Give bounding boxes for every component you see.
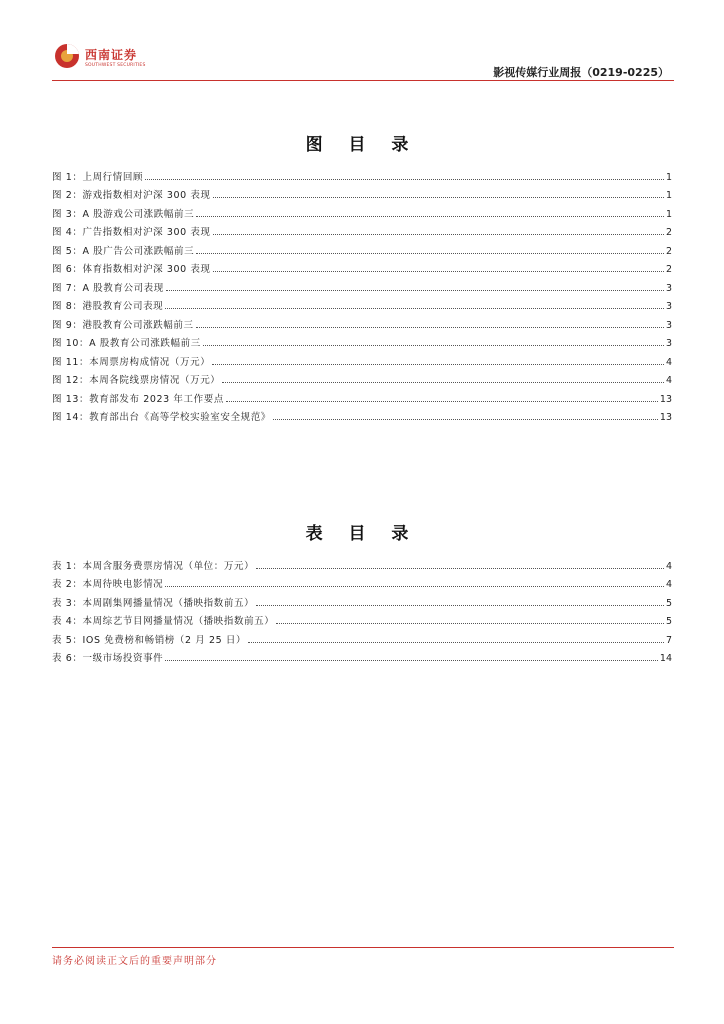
- toc-entry[interactable]: [52, 238, 672, 257]
- toc-leader-dots: [196, 216, 664, 217]
- toc-entry-label: 图 14：教育部出台《高等学校实验室安全规范》: [52, 412, 271, 423]
- footer-divider: [52, 947, 674, 948]
- toc-leader-dots: [145, 179, 664, 180]
- toc-leader-dots: [256, 605, 664, 606]
- toc-entry[interactable]: [52, 572, 672, 591]
- company-logo: [55, 44, 155, 74]
- toc-entry-label: 表 2：本周待映电影情况: [52, 579, 164, 590]
- toc-entry[interactable]: [52, 349, 672, 368]
- toc-entry[interactable]: [52, 312, 672, 331]
- toc-entry-page: 2: [665, 264, 672, 275]
- tables-toc-title: 表 目 录: [305, 524, 419, 544]
- toc-entry[interactable]: [52, 294, 672, 313]
- toc-entry-page: 5: [665, 616, 672, 627]
- toc-entry-label: 表 5：IOS 免费榜和畅销榜（2 月 25 日）: [52, 634, 247, 646]
- toc-entry-page: 4: [665, 579, 672, 590]
- page-header: [0, 0, 724, 82]
- toc-entry-page: 2: [665, 245, 672, 257]
- toc-entry[interactable]: [52, 331, 672, 350]
- toc-entry-label: 图 1：上周行情回顾: [52, 171, 144, 183]
- toc-entry[interactable]: [52, 257, 672, 276]
- toc-entry-page: 3: [665, 338, 672, 349]
- toc-leader-dots: [196, 327, 664, 328]
- toc-entry[interactable]: [52, 646, 672, 665]
- header-divider: [52, 80, 674, 81]
- toc-entry-label: 图 12：本周各院线票房情况（万元）: [52, 375, 221, 386]
- toc-entry[interactable]: [52, 627, 672, 646]
- toc-entry-label: 表 1：本周含服务费票房情况（单位：万元）: [52, 560, 255, 572]
- toc-entry-page: 1: [665, 171, 672, 183]
- toc-entry-page: 3: [665, 282, 672, 294]
- toc-entry[interactable]: [52, 275, 672, 294]
- toc-entry[interactable]: [52, 201, 672, 220]
- toc-leader-dots: [256, 568, 664, 569]
- toc-entry-label: 图 4：广告指数相对沪深 300 表现: [52, 227, 211, 238]
- toc-leader-dots: [203, 345, 664, 346]
- toc-entry-label: 图 3：A 股游戏公司涨跌幅前三: [52, 208, 195, 220]
- toc-entry-page: 13: [659, 412, 672, 423]
- toc-leader-dots: [276, 623, 664, 624]
- toc-leader-dots: [213, 271, 664, 272]
- figures-toc-title: 图 目 录: [305, 135, 419, 155]
- toc-leader-dots: [213, 197, 664, 198]
- toc-leader-dots: [212, 364, 664, 365]
- toc-entry-page: 13: [659, 393, 672, 405]
- toc-leader-dots: [196, 253, 664, 254]
- toc-entry[interactable]: [52, 368, 672, 387]
- logo-name-cn: 西南证券: [85, 48, 138, 62]
- toc-entry-label: 表 6：一级市场投资事件: [52, 653, 164, 664]
- toc-entry-page: 14: [659, 653, 672, 664]
- toc-entry-label: 图 2：游戏指数相对沪深 300 表现: [52, 190, 211, 201]
- toc-entry-page: 1: [665, 190, 672, 201]
- toc-entry-label: 表 4：本周综艺节目网播量情况（播映指数前五）: [52, 616, 275, 627]
- toc-entry[interactable]: [52, 220, 672, 239]
- toc-leader-dots: [213, 234, 664, 235]
- toc-entry[interactable]: [52, 405, 672, 424]
- footer-disclaimer: 请务必阅读正文后的重要声明部分: [52, 956, 217, 967]
- toc-entry-label: 图 6：体育指数相对沪深 300 表现: [52, 264, 211, 275]
- toc-entry-label: 图 8：港股教育公司表现: [52, 301, 164, 312]
- toc-leader-dots: [226, 401, 658, 402]
- toc-entry-page: 3: [665, 319, 672, 331]
- toc-entry-page: 5: [665, 597, 672, 609]
- toc-entry[interactable]: [52, 590, 672, 609]
- toc-leader-dots: [222, 382, 664, 383]
- toc-entry-label: 图 9：港股教育公司涨跌幅前三: [52, 319, 194, 331]
- toc-entry[interactable]: [52, 553, 672, 572]
- toc-entry[interactable]: [52, 164, 672, 183]
- toc-entry-label: 图 11：本周票房构成情况（万元）: [52, 356, 211, 368]
- toc-leader-dots: [165, 308, 664, 309]
- toc-entry-label: 图 10：A 股教育公司涨跌幅前三: [52, 338, 201, 349]
- toc-leader-dots: [248, 642, 664, 643]
- toc-leader-dots: [165, 586, 664, 587]
- toc-entry-page: 3: [665, 301, 672, 312]
- toc-entry-page: 2: [665, 227, 672, 238]
- toc-leader-dots: [273, 419, 658, 420]
- toc-entry[interactable]: [52, 386, 672, 405]
- toc-entry-label: 图 5：A 股广告公司涨跌幅前三: [52, 245, 195, 257]
- toc-leader-dots: [166, 290, 664, 291]
- toc-entry-page: 4: [665, 560, 672, 572]
- toc-entry-page: 4: [665, 375, 672, 386]
- toc-entry-label: 表 3：本周剧集网播量情况（播映指数前五）: [52, 597, 255, 609]
- toc-entry[interactable]: [52, 609, 672, 628]
- toc-entry-label: 图 13：教育部发布 2023 年工作要点: [52, 393, 224, 405]
- toc-entry-label: 图 7：A 股教育公司表现: [52, 282, 164, 294]
- toc-entry-page: 4: [665, 356, 672, 368]
- logo-name-en: SOUTHWEST SECURITIES: [85, 63, 146, 68]
- toc-entry[interactable]: [52, 183, 672, 202]
- toc-leader-dots: [165, 660, 658, 661]
- toc-entry-page: 1: [665, 208, 672, 220]
- report-title: 影视传媒行业周报（0219-0225）: [493, 66, 669, 79]
- tables-toc-list: [52, 553, 672, 664]
- figures-toc-list: [52, 164, 672, 423]
- logo-icon: [55, 44, 79, 68]
- toc-entry-page: 7: [665, 634, 672, 646]
